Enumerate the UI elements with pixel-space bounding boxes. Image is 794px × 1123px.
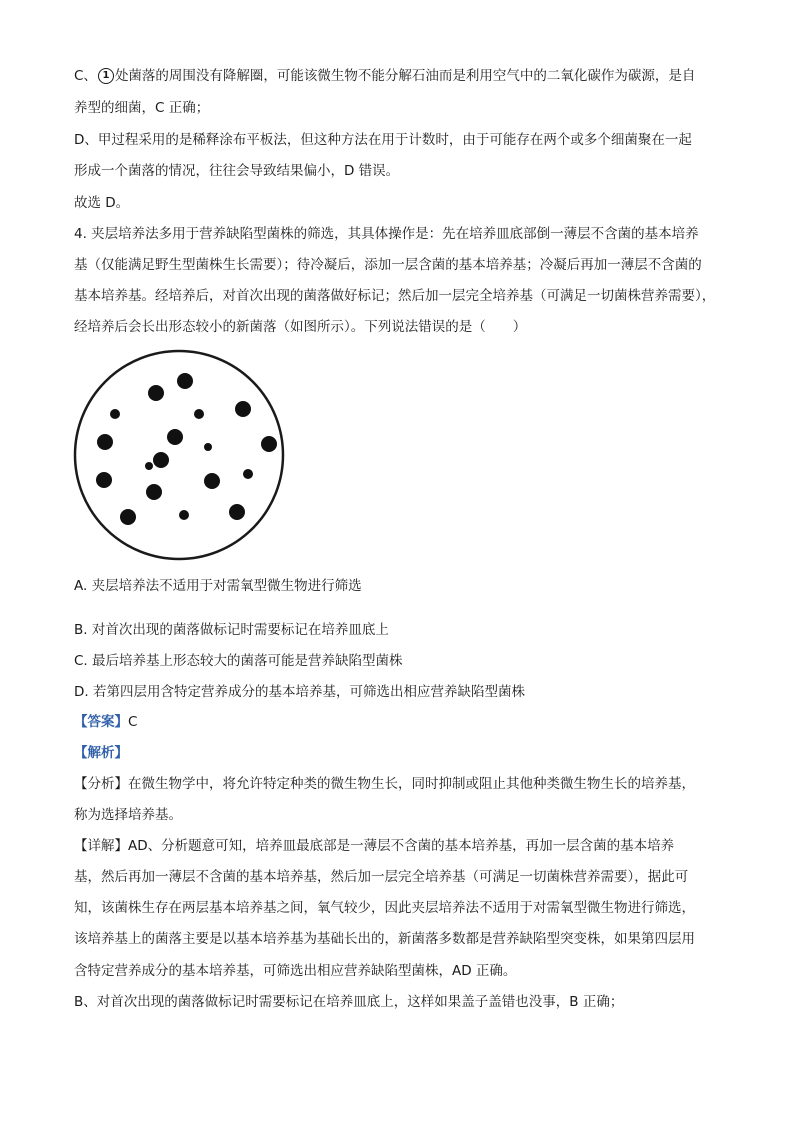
question-line2: 基（仅能满足野生型菌株生长需要）；待冷凝后，添加一层含菌的基本培养基；冷凝后再加一薄层不含菌的 xyxy=(74,257,702,273)
colony-large xyxy=(235,401,251,417)
xiangjie-line2: 基，然后再加一薄层不含菌的基本培养基，然后加一层完全培养基（可满足一切菌株营养需要），据此可 xyxy=(74,869,689,885)
colony-small xyxy=(110,409,120,419)
question-line3: 基本培养基。经培养后，对首次出现的菌落做好标记；然后加一层完全培养基（可满足一切菌株营养需要）， xyxy=(74,288,716,304)
colony-large xyxy=(146,484,162,500)
answer-label: 【答案】 xyxy=(74,714,128,730)
colony-small xyxy=(194,409,204,419)
question-line1: 4. 夹层培养法多用于营养缺陷型菌株的筛选，其具体操作是：先在培养皿底部倒一薄层不含菌的基本培养 xyxy=(74,226,699,242)
answer-line xyxy=(74,713,137,731)
explanation-d-line2: 形成一个菌落的情况，往往会导致结果偏小，D 错误。 xyxy=(74,163,400,179)
colony-large xyxy=(120,509,136,525)
petri-dish-figure xyxy=(72,348,288,564)
colony-large xyxy=(148,385,164,401)
explanation-d-line1: D、甲过程采用的是稀释涂布平板法，但这种方法在用于计数时，由于可能存在两个或多个细菌聚在一起 xyxy=(74,132,692,148)
option-d: D. 若第四层用含特定营养成分的基本培养基，可筛选出相应营养缺陷型菌株 xyxy=(74,684,525,700)
xiangjie-line3: 知，该菌株生存在两层基本培养基之间，氧气较少，因此夹层培养法不适用于对需氧型微生物进行筛选， xyxy=(74,900,695,916)
colony-small xyxy=(204,443,212,451)
previous-choice: 故选 D。 xyxy=(74,195,130,211)
xiangjie-label: 【详解】 xyxy=(74,838,128,854)
colony-large xyxy=(204,473,220,489)
colony-large xyxy=(153,452,169,468)
option-b: B. 对首次出现的菌落做标记时需要标记在培养皿底上 xyxy=(74,622,389,638)
analysis-label: 【解析】 xyxy=(74,745,128,761)
xiangjie-line1: 【详解】AD、分析题意可知，培养皿最底部是一薄层不含菌的基本培养基，再加一层含菌的基本培养 xyxy=(74,838,675,854)
colony-small xyxy=(145,462,153,470)
question-line4: 经培养后会长出形态较小的新菌落（如图所示）。下列说法错误的是（ ） xyxy=(74,319,527,335)
xiangjie-line6: B、对首次出现的菌落做标记时需要标记在培养皿底上，这样如果盖子盖错也没事，B 正确； xyxy=(74,994,624,1010)
colony-small xyxy=(243,469,253,479)
colony-large xyxy=(261,436,277,452)
xiangjie-line5: 含特定营养成分的基本培养基，可筛选出相应营养缺陷型菌株，AD 正确。 xyxy=(74,963,517,979)
colony-large xyxy=(96,472,112,488)
colony-large xyxy=(167,429,183,445)
explanation-c-line2: 养型的细菌，C 正确； xyxy=(74,100,210,116)
option-c: C. 最后培养基上形态较大的菌落可能是营养缺陷型菌株 xyxy=(74,653,403,669)
fenxi-line2: 称为选择培养基。 xyxy=(74,807,182,823)
fenxi-label: 【分析】 xyxy=(74,776,128,792)
colony-small xyxy=(179,510,189,520)
option-a: A. 夹层培养法不适用于对需氧型微生物进行筛选 xyxy=(74,578,362,594)
circled-number-one: 1 xyxy=(98,68,114,84)
fenxi-line1: 【分析】在微生物学中，将允许特定种类的微生物生长，同时抑制或阻止其他种类微生物生长的培养基， xyxy=(74,776,695,792)
answer-value: C xyxy=(128,714,138,730)
explanation-c-line1: C、 1 处菌落的周围没有降解圈，可能该微生物不能分解石油而是利用空气中的二氧化碳作为碳源，是自 xyxy=(74,68,696,84)
colony-large xyxy=(229,504,245,520)
colony-large xyxy=(97,434,113,450)
xiangjie-line4: 该培养基上的菌落主要是以基本培养基为基础长出的，新菌落多数都是营养缺陷型突变株，如果第四层用 xyxy=(74,931,695,947)
colony-large xyxy=(177,373,193,389)
